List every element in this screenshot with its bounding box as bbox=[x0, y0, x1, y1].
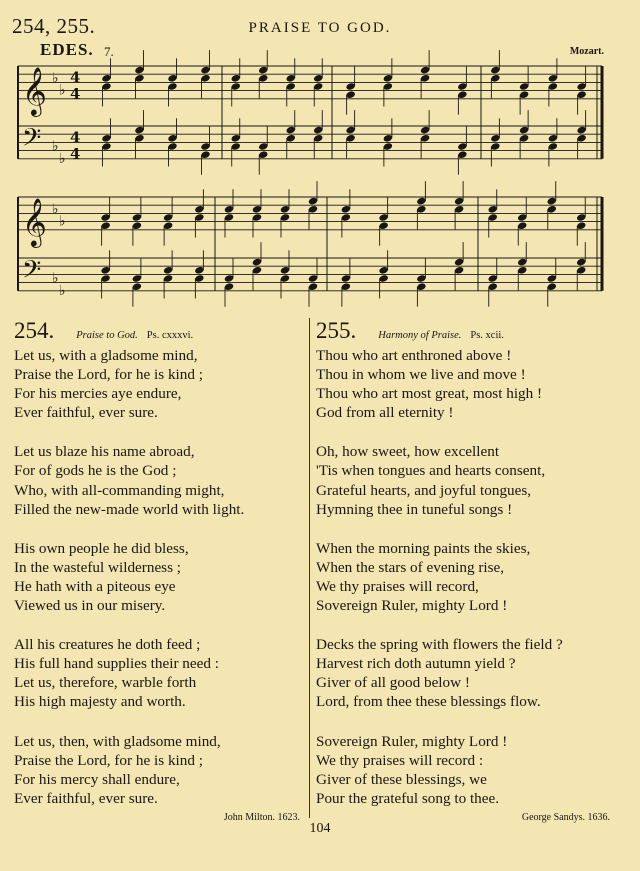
verse-line: Thou who art enthroned above ! bbox=[316, 347, 512, 364]
flat-icon: ♭ bbox=[52, 138, 59, 155]
verse-line: Filled the new-made world with light. bbox=[14, 500, 245, 518]
treble-clef-icon: 𝄞 bbox=[22, 65, 47, 115]
verse-line: Let us, therefore, warble forth bbox=[14, 674, 197, 692]
verse-line: Who, with all-commanding might, bbox=[14, 481, 225, 499]
verse-line: Ever faithful, ever sure. bbox=[14, 404, 158, 422]
stanza bbox=[316, 635, 616, 711]
stanza bbox=[14, 442, 304, 518]
verse-line: Decks the spring with flowers the field ? bbox=[316, 636, 563, 654]
time-signature-bottom: 4 bbox=[70, 144, 81, 163]
page-number: 104 bbox=[309, 821, 331, 836]
verse-line: He hath with a piteous eye bbox=[14, 577, 176, 595]
hymn-numbers-heading: 254, 255. bbox=[12, 14, 96, 38]
stanza bbox=[316, 539, 616, 615]
verse-line: Praise the Lord, for he is kind ; bbox=[14, 366, 203, 384]
verse-line: Sovereign Ruler, mighty Lord ! bbox=[316, 597, 508, 615]
hymn-subtitle: Praise to God. bbox=[76, 330, 138, 341]
verse-line: When the morning paints the skies, bbox=[316, 539, 531, 557]
stanza bbox=[14, 635, 304, 711]
stanza bbox=[14, 539, 304, 615]
verse-line: God from all eternity ! bbox=[316, 404, 454, 422]
time-signature-bottom: 4 bbox=[70, 84, 81, 103]
flat-icon: ♭ bbox=[59, 82, 66, 99]
column-divider bbox=[309, 318, 310, 818]
verse-line: Oh, how sweet, how excellent bbox=[316, 443, 500, 461]
hymn-attribution: George Sandys. 1636. bbox=[521, 811, 610, 823]
verse-line: Praise the Lord, for he is kind ; bbox=[14, 751, 203, 769]
time-signature-top: 4 bbox=[70, 68, 81, 87]
flat-icon: ♭ bbox=[59, 282, 66, 299]
verse-line: His own people he did bless, bbox=[14, 539, 189, 557]
verse-line: Thou in whom we live and move ! bbox=[316, 366, 526, 384]
stanza bbox=[316, 732, 616, 808]
stanza bbox=[14, 346, 304, 422]
stanza bbox=[316, 346, 616, 422]
bass-clef-icon: 𝄢 bbox=[22, 123, 42, 159]
bass-clef-icon: 𝄢 bbox=[22, 255, 42, 291]
verse-line: Let us blaze his name abroad, bbox=[14, 443, 195, 461]
hymn-255 bbox=[316, 318, 616, 823]
hymn-254 bbox=[14, 318, 304, 823]
composer: Mozart. bbox=[569, 46, 604, 57]
verse-line: His full hand supplies their need : bbox=[14, 655, 219, 673]
verse-line: Sovereign Ruler, mighty Lord ! bbox=[316, 732, 508, 750]
psalm-reference: Ps. xcii. bbox=[470, 330, 504, 341]
verse-line: Giver of these blessings, we bbox=[316, 770, 487, 788]
verse-line: In the wasteful wilderness ; bbox=[14, 558, 182, 576]
flat-icon: ♭ bbox=[52, 270, 59, 287]
flat-icon: ♭ bbox=[52, 201, 59, 218]
verse-line: Let us, with a gladsome mind, bbox=[14, 347, 198, 364]
page-title: PRAISE TO GOD. bbox=[248, 20, 392, 36]
verse-line: Let us, then, with gladsome mind, bbox=[14, 732, 221, 750]
verse-line: For his mercy shall endure, bbox=[14, 770, 180, 788]
verse-line: For of gods he is the God ; bbox=[14, 462, 177, 480]
verse-line: Harvest rich doth autumn yield ? bbox=[316, 655, 516, 673]
meter: 7. bbox=[104, 44, 114, 59]
verse-line: Ever faithful, ever sure. bbox=[14, 789, 158, 807]
hymn-attribution: John Milton. 1623. bbox=[223, 811, 300, 823]
music-score bbox=[0, 0, 640, 310]
verse-line: Viewed us in our misery. bbox=[14, 597, 166, 615]
hymn-header bbox=[316, 318, 616, 346]
verse-line: Lord, from thee these blessings flow. bbox=[316, 693, 541, 711]
verse-line: For his mercies aye endure, bbox=[14, 385, 182, 403]
verse-line: We thy praises will record, bbox=[316, 577, 479, 595]
time-signature-top: 4 bbox=[70, 128, 81, 147]
verse-line: We thy praises will record : bbox=[316, 751, 484, 769]
hymn-subtitle: Harmony of Praise. bbox=[378, 330, 462, 341]
verse-line: His high majesty and worth. bbox=[14, 693, 186, 711]
flat-icon: ♭ bbox=[52, 70, 59, 87]
verse-line: Giver of all good below ! bbox=[316, 674, 470, 692]
psalm-reference: Ps. cxxxvi. bbox=[146, 330, 194, 341]
hymn-header bbox=[14, 318, 304, 346]
treble-clef-icon: 𝄞 bbox=[22, 196, 47, 246]
hymn-number: 254. bbox=[14, 318, 55, 343]
verse-line: All his creatures he doth feed ; bbox=[14, 636, 201, 654]
verse-line: 'Tis when tongues and hearts consent, bbox=[316, 462, 546, 480]
stanza bbox=[316, 442, 616, 518]
verse-line: Grateful hearts, and joyful tongues, bbox=[316, 481, 532, 499]
verse-line: Pour the grateful song to thee. bbox=[316, 789, 500, 807]
flat-icon: ♭ bbox=[59, 213, 66, 230]
hymn-number: 255. bbox=[316, 318, 357, 343]
verse-line: Hymning thee in tuneful songs ! bbox=[316, 500, 513, 518]
stanza bbox=[14, 732, 304, 808]
tune-name: EDES. bbox=[40, 40, 94, 59]
flat-icon: ♭ bbox=[59, 150, 66, 167]
verse-line: Thou who art most great, most high ! bbox=[316, 385, 543, 403]
verse-line: When the stars of evening rise, bbox=[316, 558, 505, 576]
